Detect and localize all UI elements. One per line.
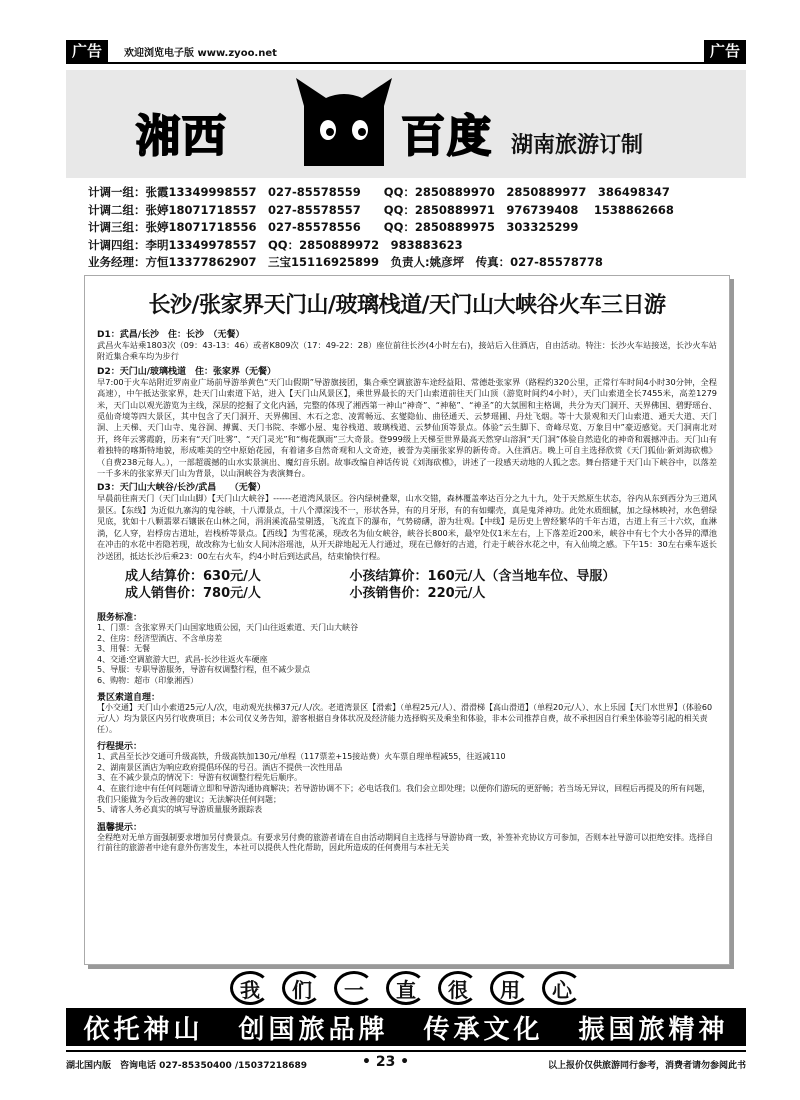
motto-phrase: 传承文化 bbox=[423, 1014, 544, 1045]
warm-title: 温馨提示： bbox=[97, 822, 143, 833]
contact-row: 计调一组：张霞13349998557 027-85578559 QQ：2850889970 2850889977 386498347 bbox=[88, 185, 670, 199]
page-number: • 23 • bbox=[362, 1054, 410, 1070]
logo-text-left: 湘西 bbox=[136, 111, 228, 162]
slogan-char: 们 bbox=[282, 971, 322, 1005]
list-item: 2、湖南景区酒店为响应政府提倡环保的号召。酒店不提供一次性用品 bbox=[97, 762, 343, 772]
slogan-row bbox=[230, 968, 582, 1008]
ad-tag-right: 广告 bbox=[704, 40, 746, 62]
motto-phrase: 依托神山 bbox=[83, 1014, 204, 1045]
list-item: 4、交通:空调旅游大巴，武昌-长沙往返火车硬座 bbox=[97, 654, 268, 664]
service-title: 服务标准： bbox=[97, 612, 143, 623]
list-item: 2、住房：经济型酒店、不含单房差 bbox=[97, 633, 223, 643]
logo-text-right: 百度 bbox=[401, 111, 493, 162]
page-footer bbox=[66, 1050, 746, 1074]
adult-settle-price: 成人结算价：630元/人 bbox=[125, 568, 261, 584]
footer-disclaimer: 以上报价仅供旅游同行参考，消费者请勿参阅此书 bbox=[547, 1061, 746, 1071]
day-description: 早7:00于火车站附近罗南业广场前导游举黄色“天门山假期”导游旗接团，集合乘空调旅游车途经益阳、常德赴张家界（路程约320公里，正常行车时间4小时30分钟，全程高速），中午抵达张家界，赴天门山索道下站，进入【天门山风景区】，乘世界最长的天门山索道前往天门山顶（游览时间约4小时），天门山索道全长7455米，高差1279米，天门山以观光游览为主线，深层的挖掘了文化内涵，完整的体现了湘西第一神山“神奇”、“神秘”、“神圣”的大氛围和主格调，共分为天门洞开、天界佛国、碧野瑶台、觅仙奇境等四大景区，其中包含了天门洞开、天界佛国、木石之恋、凌霄畅远、玄燮隐仙、曲径通天、云梦瑶圃、丹灶飞烟。等十大景观和天门山索道、通天大道、天门洞、上天梯、天门山寺、鬼谷洞、搏翼、天门书院、李娜小屋、鬼谷栈道、玻璃栈道、云梦仙顶等景点。体验“云生脚下、奇峰尽览、万象目中”豪迈感觉。天门洞南北对开，终年云雾霞蔚，历来有“天门吐雾”、“天门灵光”和“梅花飘雨”三大奇景。登999级上天梯至世界最高天然穿山溶洞“天门洞”体验自然造化的神奇和震撼冲击。天门山有着独特的喀斯特地貌，形成唯美的空中原始花园，有着诸多自然奇观和人文奇迹，被誉为美丽张家界的新传奇。入住酒店。晚上可自主选择欣赏《天门狐仙·新刘海砍樵》（自费238元每人。），一部超震撼的山水实景演出、魔幻音乐剧。故事改编自神话传说《刘海砍樵》，讲述了一段感天动地的人狐之恋。舞台搭建于天门山下峡谷中，以落差一千多米的张家界天门山为背景，以山洞峡谷为表演舞台。 bbox=[97, 376, 717, 479]
ad-tag-left: 广告 bbox=[66, 40, 108, 62]
slogan-char: 心 bbox=[542, 971, 582, 1005]
tips-title: 行程提示： bbox=[97, 742, 143, 753]
adult-sale-price: 成人销售价：780元/人 bbox=[125, 585, 261, 601]
slogan-char: 直 bbox=[386, 971, 426, 1005]
brand-banner bbox=[66, 70, 746, 178]
scenic-text: 【小交通】天门山小索道25元/人/次，电动观光扶梯37元/人/次。老道湾景区【滑索】（单程25元/人）、滑滑梯【高山滑道】（单程20元/人）、水上乐园【天门水世界】（体验60元/人）均为景区内另行收费项目；本公司仅义务告知，游客根据自身体状况及经济能力选择购买及乘坐和体验，非本公司推荐自费，故不承担因自行乘坐体验等引起的相关责任）。 bbox=[97, 703, 713, 734]
list-item: 5、导服：专职导游服务，导游有权调整行程，但不减少景点 bbox=[97, 665, 311, 675]
contact-row: 计调三组：张婷18071718556 027-85578556 QQ：2850889975 303325299 bbox=[88, 220, 579, 234]
list-item: 5、请客人务必真实的填写导游质量服务跟踪表 bbox=[97, 805, 263, 815]
slogan-char: 很 bbox=[438, 971, 478, 1005]
contact-row: 业务经理：方恒13377862907 三宝15116925899 负责人:姚彦坪 传真：027-85578778 bbox=[88, 255, 603, 269]
motto-phrase: 振国旅精神 bbox=[578, 1014, 729, 1045]
scenic-title: 景区索道自理： bbox=[97, 693, 161, 704]
tips-list bbox=[97, 752, 717, 816]
warm-text: 全程绝对无单方面强制要求增加另付费景点。有要求另付费的旅游者请在自由活动期间自主选择与导游协商一致，补签补充协议方可参加，否则本社导游可以拒绝安排。选择自行前往的旅游者中途有意外伤害发生，本社可以提供人性化帮助，因此所造成的任何费用与本社无关 bbox=[97, 832, 713, 853]
child-sale-price: 小孩销售价：220元/人 bbox=[349, 585, 486, 601]
day-title: D2：天门山/玻璃栈道 住：张家界（无餐） bbox=[97, 366, 277, 377]
day-description: 武昌火车站乘1803次（09：43-13：46）或者K809次（17：49-22：28）座位前往长沙(4小时左右)，接站后入住酒店，自由活动。特注：长沙火车站接送，长沙火车站附近集合乘车均为步行 bbox=[97, 340, 717, 362]
list-item: 1、门票：含张家界天门山国家地质公园，天门山往返索道、天门山大峡谷 bbox=[97, 622, 359, 632]
slogan-char: 用 bbox=[490, 971, 530, 1005]
list-item: 6、购物：超市（印象湘西） bbox=[97, 675, 199, 685]
price-block bbox=[125, 568, 717, 602]
day-title: D1：武昌/长沙 住：长沙 （无餐） bbox=[97, 330, 245, 340]
itinerary-card bbox=[84, 275, 730, 965]
list-item: 1、武昌至长沙交通可升级高铁，升级高铁加130元/单程（117票差+15接站费）火车票自理单程减55，往返减110 bbox=[97, 752, 506, 762]
motto-phrase: 创国旅品牌 bbox=[238, 1014, 389, 1045]
day-description: 早晨前往南天门（天门山山脚）【天门山大峡谷】------老道湾风景区。谷内绿树叠翠，山水交错，森林覆盖率达百分之九十九，处于天然原生状态，谷内从东到西分为三道风景区。【东线】为近似九寨沟的鬼谷峡，十八潭景点，十八个潭深浅不一，形状各异，有的月牙形，有的有如螺壳，真是鬼斧神功。此处水质细腻，加之绿林映衬，水色碧绿见底，犹如十八颗翡翠石镶嵌在山林之间，涓涓溪流晶莹剔透，飞流直下的瀑布，气势磅礴，游为壮观。【中线】是历史上曾经繁华的千年古道，古道上有三十六炊，血淋淌，亿人穿，岩桴房古道址，岩栈桥等景点。【西线】为雪花溪，现改名为仙女峡谷，峡谷长800米，最窄处仅1米左右，上下落差近200米，峡谷中有七个大小各异的潭池在冲击的水花中若隐若现，故改称为七仙女人间沐浴瑶池，从开天辟地起无人行通过，现在已修好的古道，行走于峡谷水花之中，有入仙境之感。下午15：30左右乘车返长沙送团，抵达长沙后乘23：00左右火车，约4小时后到达武昌，结束愉快行程。 bbox=[97, 493, 717, 561]
motto-bar bbox=[66, 1008, 746, 1046]
day-title: D3：天门山大峡谷/长沙/武昌 （无餐） bbox=[97, 483, 266, 494]
contact-row: 计调四组：李明13349978557 QQ：2850889972 983883623 bbox=[88, 237, 463, 252]
list-item: 3、在不减少景点的情况下：导游有权调整行程先后顺序。 bbox=[97, 773, 303, 783]
contact-list bbox=[88, 184, 738, 272]
top-bar bbox=[66, 40, 746, 64]
slogan-char: 我 bbox=[230, 971, 270, 1005]
footer-contact: 湖北国内版 咨询电话 027-85350400 /15037218689 bbox=[66, 1061, 308, 1071]
welcome-text: 欢迎浏览电子版 www.zyoo.net bbox=[124, 48, 277, 59]
list-item: 4、在旅行途中有任何问题请立即和导游沟通协商解决；若导游协调不下；必电话我们。我们会立即处理；以便你们游玩的更舒畅；若当场无异议，回程后再提及的所有问题，我们只能做为今后改善的建议；无法解决任何问题； bbox=[97, 784, 711, 804]
contact-row: 计调二组：张婷18071718557 027-85578557 QQ：2850889971 976739408 1538862668 bbox=[88, 202, 674, 217]
cat-logo-icon bbox=[294, 76, 394, 172]
tour-headline: 长沙/张家界天门山/玻璃栈道/天门山大峡谷火车三日游 bbox=[148, 293, 666, 318]
child-settle-price: 小孩结算价：160元/人（含当地车位、导服） bbox=[349, 568, 616, 584]
banner-subtitle: 湖南旅游订制 bbox=[511, 132, 644, 158]
slogan-char: 一 bbox=[334, 971, 374, 1005]
service-list bbox=[97, 623, 717, 687]
list-item: 3、用餐：无餐 bbox=[97, 644, 151, 654]
